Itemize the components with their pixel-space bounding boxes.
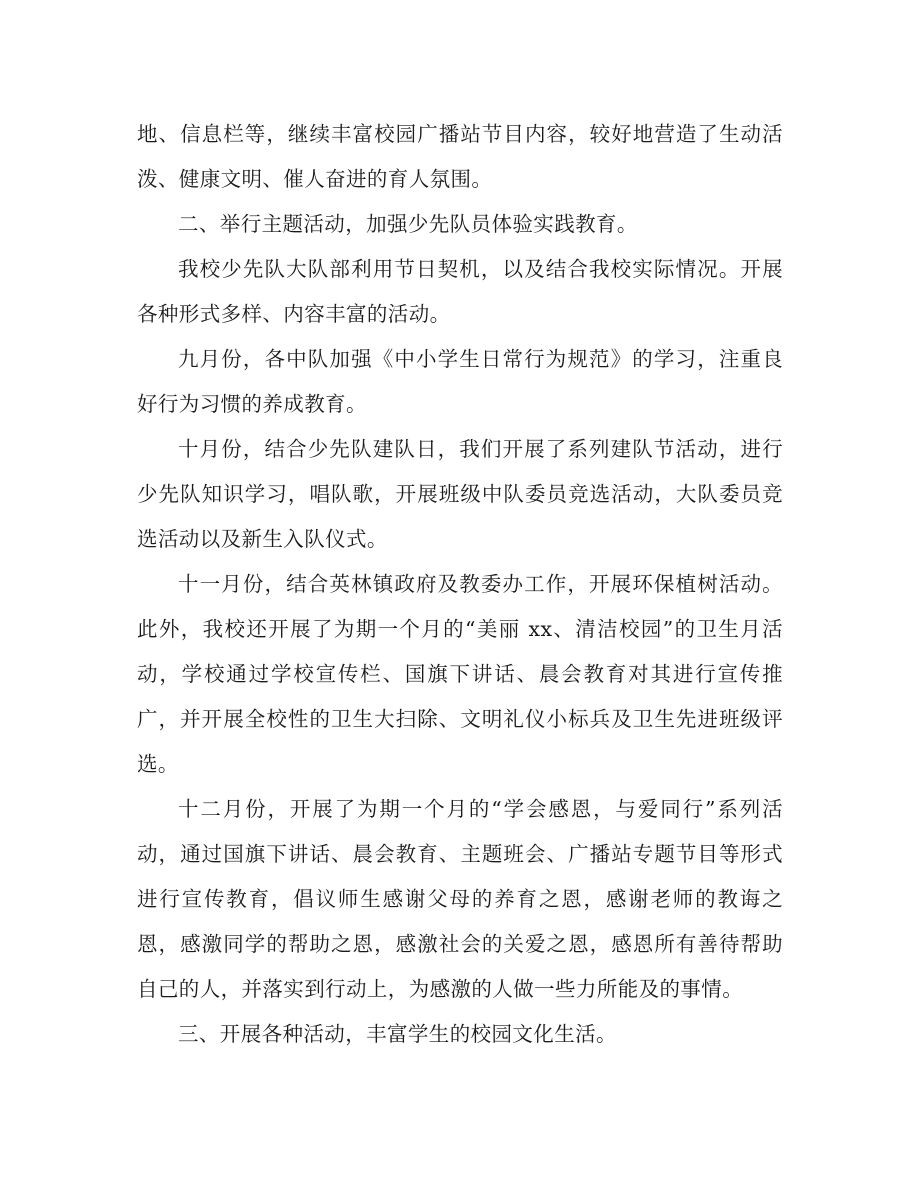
paragraph-december: 十二月份，开展了为期一个月的“学会感恩，与爱同行”系列活动，通过国旗下讲话、晨会教育、主题班会、广播站专题节目等形式进行宣传教育，倡议师生感谢父母的养育之恩，感谢老师的教诲之恩，感激同学的帮助之恩，感激社会的关爱之恩，感恩所有善待帮助自己的人，并落实到行动上，为感激的人做一些力所能及的事情。 bbox=[137, 797, 783, 1001]
document-body bbox=[137, 112, 783, 1057]
paragraph-october: 十月份，结合少先队建队日，我们开展了系列建队节活动，进行少先队知识学习，唱队歌，开展班级中队委员竞选活动，大队委员竞选活动以及新生入队仪式。 bbox=[137, 437, 783, 551]
section-heading-3: 三、开展各种活动，丰富学生的校园文化生活。 bbox=[178, 1022, 617, 1046]
paragraph-intro: 我校少先队大队部利用节日契机，以及结合我校实际情况。开展各种形式多样、内容丰富的活动。 bbox=[137, 257, 783, 326]
paragraph-september: 九月份，各中队加强《中小学生日常行为规范》的学习，注重良好行为习惯的养成教育。 bbox=[137, 347, 783, 416]
section-heading-2: 二、举行主题活动，加强少先队员体验实践教育。 bbox=[178, 212, 638, 236]
paragraph-november: 十一月份，结合英林镇政府及教委办工作，开展环保植树活动。此外，我校还开展了为期一个月的“美丽 xx、清洁校园”的卫生月活动，学校通过学校宣传栏、国旗下讲话、晨会教育对其进行宣传推广，并开展全校性的卫生大扫除、文明礼仪小标兵及卫生先进班级评选。 bbox=[137, 572, 783, 776]
paragraph-continuation: 地、信息栏等，继续丰富校园广播站节目内容，较好地营造了生动活泼、健康文明、催人奋进的育人氛围。 bbox=[137, 122, 783, 191]
